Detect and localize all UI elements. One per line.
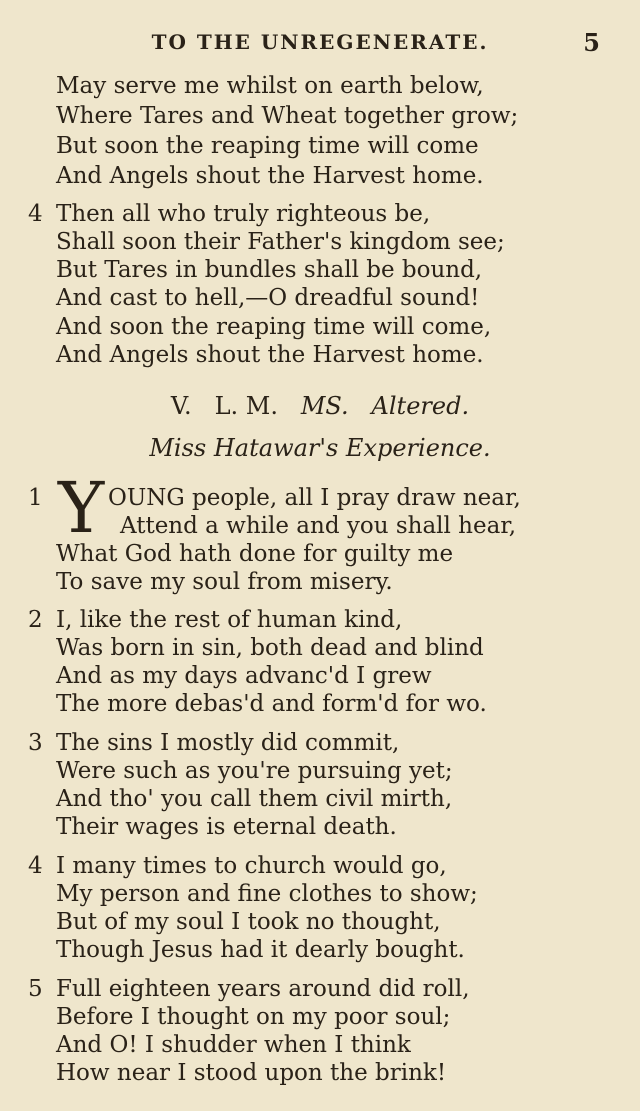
verse-line: And Angels shout the Harvest home. bbox=[56, 342, 484, 368]
verse-line: And tho' you call them civil mirth, bbox=[56, 786, 453, 812]
hymn-note: Altered. bbox=[371, 392, 470, 420]
verse-line: Then all who truly righteous be, bbox=[56, 201, 431, 227]
verse-line: Full eighteen years around did roll, bbox=[56, 976, 470, 1002]
page-number: 5 bbox=[583, 28, 600, 57]
verse-line: How near I stood upon the brink! bbox=[56, 1060, 447, 1086]
hymn-heading bbox=[0, 392, 640, 420]
hymn-number: V. bbox=[170, 392, 192, 420]
running-title: TO THE UNREGENERATE. bbox=[151, 30, 489, 54]
stanza-number: 4 bbox=[28, 201, 43, 227]
verse-number: 5 bbox=[28, 976, 43, 1002]
verse-number: 2 bbox=[28, 607, 43, 633]
verse-number: 1 bbox=[28, 485, 43, 511]
verse-line: My person and fine clothes to show; bbox=[56, 881, 478, 907]
verse-line: But of my soul I took no thought, bbox=[56, 909, 441, 935]
verse-line: And cast to hell,—O dreadful sound! bbox=[56, 285, 480, 311]
verse-line: Shall soon their Father's kingdom see; bbox=[56, 229, 505, 255]
hymn-meter: L. M. bbox=[214, 392, 278, 420]
verse-line: To save my soul from misery. bbox=[56, 569, 393, 595]
verse-line: Was born in sin, both dead and blind bbox=[56, 635, 484, 661]
verse-line: May serve me whilst on earth below, bbox=[56, 73, 484, 99]
hymn-source: MS. bbox=[300, 392, 349, 420]
verse-line: But Tares in bundles shall be bound, bbox=[56, 257, 483, 283]
verse-line: Before I thought on my poor soul; bbox=[56, 1004, 451, 1030]
verse-line: And soon the reaping time will come, bbox=[56, 314, 492, 340]
verse-number: 3 bbox=[28, 730, 43, 756]
drop-cap: Y bbox=[58, 467, 105, 549]
verse-line: Their wages is eternal death. bbox=[56, 814, 397, 840]
verse-line: But soon the reaping time will come bbox=[56, 133, 479, 159]
verse-line: I, like the rest of human kind, bbox=[56, 607, 403, 633]
verse-line: And as my days advanc'd I grew bbox=[56, 663, 432, 689]
verse-line: I many times to church would go, bbox=[56, 853, 447, 879]
verse-line: Were such as you're pursuing yet; bbox=[56, 758, 453, 784]
verse-line: And O! I shudder when I think bbox=[56, 1032, 411, 1058]
verse-line: What God hath done for guilty me bbox=[56, 541, 454, 567]
verse-line: Though Jesus had it dearly bought. bbox=[56, 937, 465, 963]
verse-line: Attend a while and you shall hear, bbox=[120, 513, 517, 539]
hymn-title: Miss Hatawar's Experience. bbox=[149, 434, 491, 462]
verse-line: And Angels shout the Harvest home. bbox=[56, 163, 484, 189]
verse-number: 4 bbox=[28, 853, 43, 879]
verse-line: OUNG people, all I pray draw near, bbox=[108, 485, 521, 511]
verse-line: The sins I mostly did commit, bbox=[56, 730, 400, 756]
verse-line: Where Tares and Wheat together grow; bbox=[56, 103, 519, 129]
verse-line: The more debas'd and form'd for wo. bbox=[56, 691, 487, 717]
